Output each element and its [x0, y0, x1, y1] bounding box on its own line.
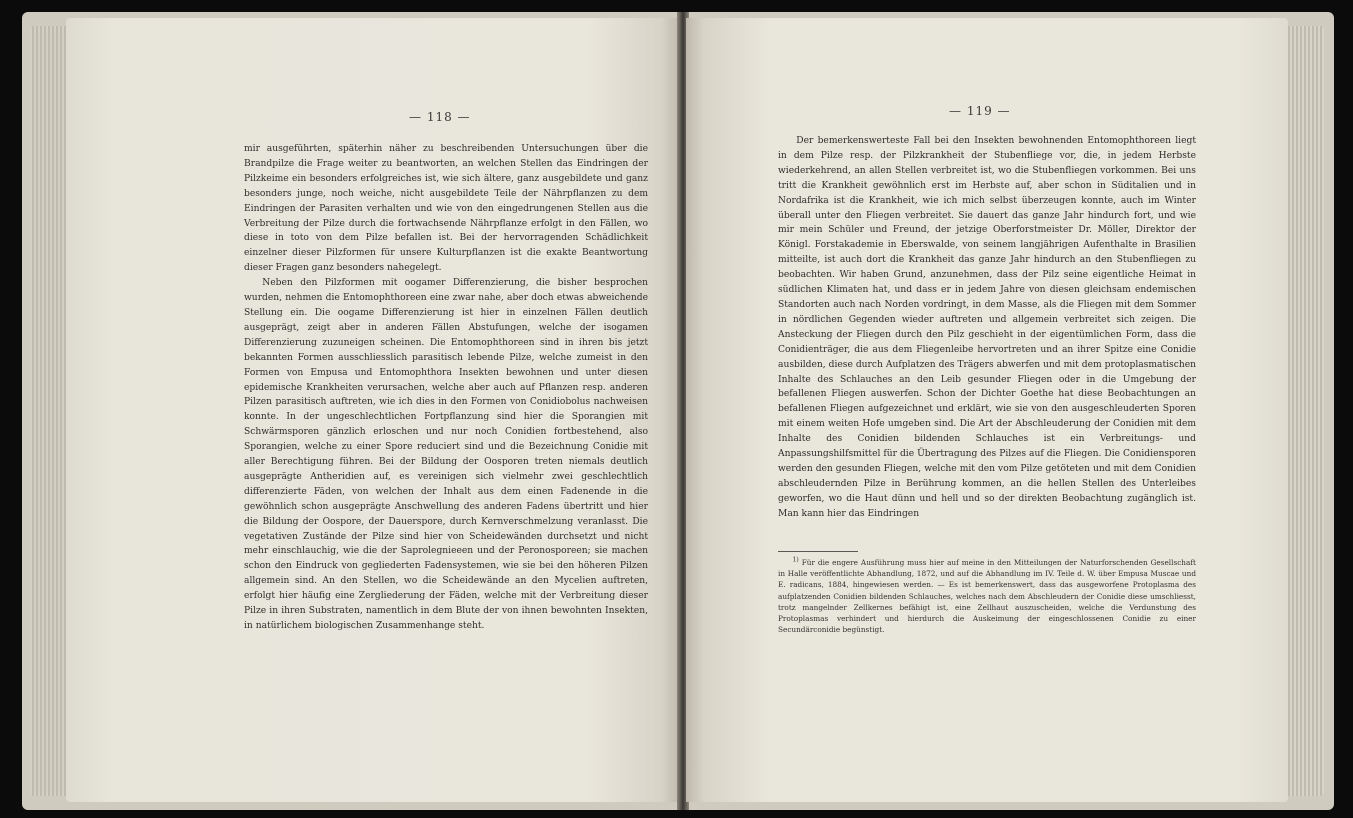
footnote	[778, 557, 1196, 635]
page-number-right: — 119 —	[949, 104, 1011, 118]
footnote-text: Für die engere Ausführung muss hier auf meine in den Mitteilungen der Naturforschenden Gesellschaft in Halle veröffentlichte Abhandlung, 1872, und auf die Abhandlung im IV. Teile d. W. über Empusa Muscae und E. radicans, 1884, hingewiesen werden. — Es ist bemerkenswert, dass das ausgeworfene Protoplasma des aufplatzenden Conidien bildenden Schlauches, welches nach dem Abschleudern der Conidie diese umschliesst, trotz mangelnder Zellkernes befähigt ist, eine Zellhaut auszuscheiden, welche die Verdunstung des Protoplasmas verhindert und hierdurch die Auskeimung der eingeschlossenen Conidie zu einer Secundärconidie begünstigt.	[778, 558, 1196, 635]
paragraph: Der bemerkenswerteste Fall bei den Insekten bewohnenden Entomophthoreen liegt in dem Pilze resp. der Pilzkrankheit der Stubenfliege vor, die, in jedem Herbste wiederkehrend, an allen Stellen verbreitet ist, wo die Stubenfliegen vorkommen. Bei uns tritt die Krankheit gewöhnlich erst im Herbste auf, aber schon in Süditalien und in Nordafrika ist die Krankheit, wie ich mich selbst überzeugen konnte, auch im Winter überall unter den Fliegen verbreitet. Sie dauert das ganze Jahr hindurch fort, und wie mir mein Schüler und Freund, der jetzige Oberforstmeister Dr. Möller, Direktor der Königl. Forstakademie in Eberswalde, von seinem langjährigen Aufenthalte in Brasilien mitteilte, ist auch dort die Krankheit das ganze Jahr hindurch an den Stubenfliegen zu beobachten. Wir haben Grund, anzunehmen, dass der Pilz seine eigentliche Heimat in südlichen Klimaten hat, und dass er in jedem Jahre von diesen gleichsam endemischen Standorten auch nach Norden vordringt, in dem Masse, als die Fliegen mit dem Sommer in nördlichen Gegenden wieder auftreten und allgemein verbreitet sich zeigen. Die Ansteckung der Fliegen durch den Pilz geschieht in der eigentümlichen Form, dass die Conidienträger, die aus dem Fliegenleibe hervortreten und an ihrer Spitze eine Conidie ausbilden, diese durch Aufplatzen des Trägers abwerfen und mit dem protoplasmatischen Inhalte des Schlauches an den Leib gesunder Fliegen oder in die Umgebung der befallenen Fliegen auswerfen. Schon der Dichter Goethe hat diese Beobachtungen an befallenen Fliegen aufgezeichnet und erklärt, wie sie von den ausgeschleuderten Sporen mit einem weiten Hofe umgeben sind. Die Art der Abschleuderung der Conidien mit dem Inhalte des Conidien bildenden Schlauches ist ein Verbreitungs- und Anpassungshilfsmittel für die Übertragung des Pilzes auf die Fliegen. Die Conidiensporen werden den gesunden Fliegen, welche mit den vom Pilze getöteten und mit dem Conidien abschleudernden Pilze in Berührung kommen, an die hellen Stellen des Unterleibes geworfen, wo die Haut dünn und hell und so der direkten Beobachtung zugänglich ist. Man kann hier das Eindringen	[778, 136, 1196, 519]
right-page-body	[778, 134, 1196, 522]
page-edges-left	[30, 26, 68, 796]
left-page	[66, 18, 680, 802]
paragraph: Neben den Pilzformen mit oogamer Differenzierung, die bisher besprochen wurden, nehmen die Entomophthoreen eine zwar nahe, aber doch etwas abweichende Stellung ein. Die oogame Differenzierung ist hier in einzelnen Fällen deutlich ausgeprägt, zeigt aber in anderen Fällen Abstufungen, welche der isogamen Differenzierung zuzuneigen scheinen. Die Entomophthoreen sind in ihren bis jetzt bekannten Formen ausschliesslich parasitisch lebende Pilze, welche zumeist in den Formen von Empusa und Entomophthora Insekten bewohnen und unter diesen epidemische Krankheiten verursachen, welche aber auch auf Pflanzen resp. anderen Pilzen parasitisch auftreten, wie ich dies in den Formen von Conidiobolus nachweisen konnte. In der ungeschlechtlichen Fortpflanzung sind hier die Sporangien mit Schwärmsporen gänzlich erloschen und nur noch Conidien fortbestehend, also Sporangien, welche zu einer Spore reduciert sind und die Bezeichnung Conidie mit aller Berechtigung führen. Bei der Bildung der Oosporen treten niemals deutlich ausgeprägte Antheridien auf, es vereinigen sich vielmehr zwei geschlechtlich differenzierte Fäden, von welchen der Inhalt aus dem einen Fadenende in die gewöhnlich schon ausgeprägte Anschwellung des anderen Fadens übertritt und hier die Bildung der Oospore, der Dauerspore, durch Kernverschmelzung veranlasst. Die vegetativen Zustände der Pilze sind hier von Scheidewänden durchsetzt und nicht mehr einschlauchig, wie die der Saprolegnieeen und der Peronosporeen; sie machen schon den Eindruck von gegliederten Fadensystemen, wie sie bei den höheren Pilzen allgemein sind. An den Stellen, wo die Scheidewände an den Mycelien auftreten, erfolgt hier häufig eine Zergliederung der Fäden, welche mit der Verbreitung dieser Pilze in ihren Substraten, namentlich in dem Blute der von ihnen bewohnten Insekten, in natürlichem biologischen Zusammenhange steht.	[244, 278, 648, 631]
page-edges-right	[1286, 26, 1324, 796]
left-page-body	[244, 142, 648, 634]
footnote-marker: 1)	[792, 556, 799, 564]
right-page	[686, 18, 1288, 802]
open-book	[22, 12, 1334, 810]
page-number-left: — 118 —	[409, 110, 471, 124]
footnote-rule	[778, 551, 858, 552]
paragraph: mir ausgeführten, späterhin näher zu beschreibenden Untersuchungen über die Brandpilze die Frage weiter zu beantworten, an welchen Stellen das Eindringen der Pilzkeime ein besonders erfolgreiches ist, wie sich ältere, ganz ausgebildete und ganz besonders junge, noch weiche, nicht ausgebildete Teile der Nährpflanzen zu dem Eindringen der Parasiten verhalten und wie von den eingedrungenen Stellen aus die Verbreitung der Pilze durch die fortwachsende Nährpflanze erfolgt in den Fällen, wo diese in toto von dem Pilze befallen ist. Bei der hervorragenden Schädlichkeit einzelner dieser Pilzformen für unsere Kulturpflanzen ist die exakte Beantwortung dieser Fragen ganz besonders nahegelegt.	[244, 144, 648, 274]
